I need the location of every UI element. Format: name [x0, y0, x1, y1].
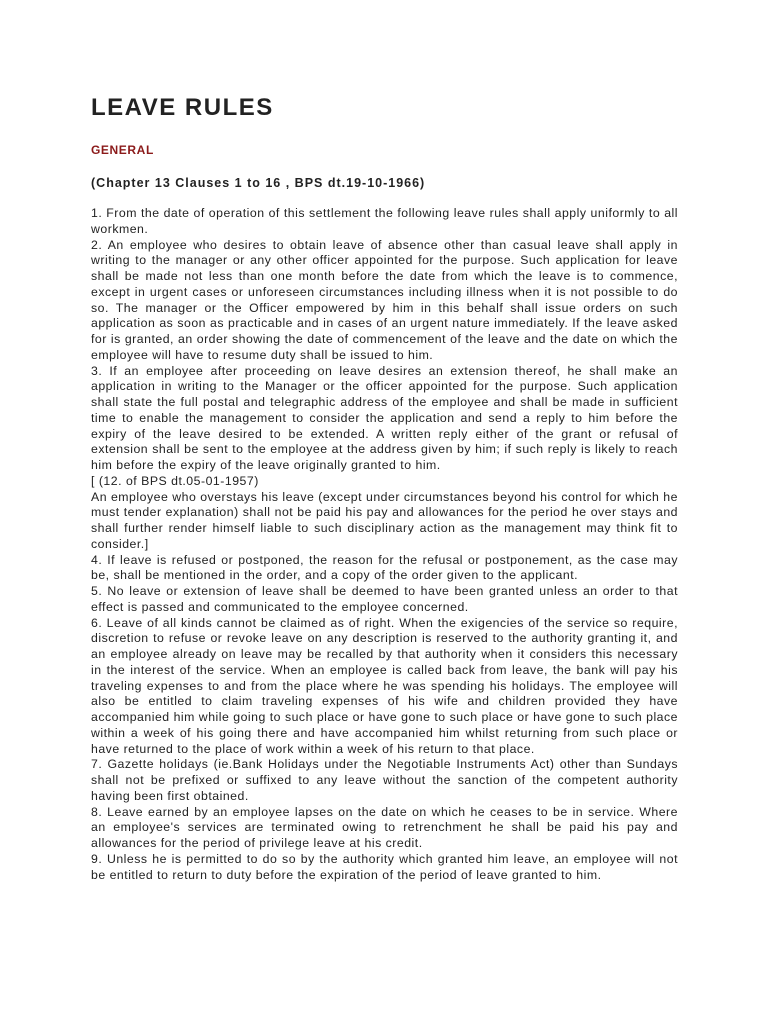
document-title: LEAVE RULES	[91, 94, 274, 121]
document-page	[91, 92, 678, 883]
paragraph-1: 1. From the date of operation of this settlement the following leave rules shall apply uniformly to all workmen.	[91, 206, 678, 236]
document-body	[91, 206, 678, 883]
section-heading: GENERAL	[91, 143, 154, 157]
chapter-reference: (Chapter 13 Clauses 1 to 16 , BPS dt.19-10-1966)	[91, 176, 426, 190]
paragraph-4: 4. If leave is refused or postponed, the reason for the refusal or postponement, as the case may be, shall be mentioned in the order, and a copy of the order given to the applicant.	[91, 552, 678, 583]
paragraph-9: 9. Unless he is permitted to do so by the authority which granted him leave, an employee will not be entitled to return to duty before the expiration of the period of leave granted to him.	[91, 851, 678, 882]
paragraph-7: 7. Gazette holidays (ie.Bank Holidays under the Negotiable Instruments Act) other than Sundays shall not be prefixed or suffixed to any leave without the sanction of the competent authority having been first obtained.	[91, 757, 678, 803]
overstay-paragraph: An employee who overstays his leave (except under circumstances beyond his control for which he must tender explanation) shall not be paid his pay and allowances for the period he over stays and shall further render himself liable to such disciplinary action as the management may think fit to consider.]	[91, 489, 678, 551]
paragraph-5: 5. No leave or extension of leave shall be deemed to have been granted unless an order to that effect is passed and communicated to the employee concerned.	[91, 584, 678, 614]
paragraph-8: 8. Leave earned by an employee lapses on the date on which he ceases to be in service. Where an employee's services are terminated owing to retrenchment he shall be paid his pay and allowances for the period of privilege leave at his credit.	[91, 804, 678, 850]
bps-reference: [ (12. of BPS dt.05-01-1957)	[91, 473, 259, 488]
paragraph-2: 2. An employee who desires to obtain leave of absence other than casual leave shall apply in writing to the manager or any other officer appointed for the purpose. Such application for leave shall be made not less than one month before the date from which the leave is to commence, except in urgent cases or unforeseen circumstances including illness when it is not possible to do so. The manager or the Officer empowered by him in this behalf shall issue orders on such application as soon as practicable and in cases of an urgent nature immediately. If the leave asked for is granted, an order showing the date of commencement of the leave and the date on which the employee will have to resume duty shall be issued to him.	[91, 237, 678, 362]
paragraph-6: 6. Leave of all kinds cannot be claimed as of right. When the exigencies of the service so require, discretion to refuse or revoke leave on any description is reserved to the authority granting it, and an employee already on leave may be recalled by that authority when it considers this necessary in the interest of the service. When an employee is called back from leave, the bank will pay his traveling expenses to and from the place where he was spending his holidays. The employee will also be entitled to claim traveling expenses of his wife and children provided they have accompanied him while going to such place or have gone to such place or have gone to such place within a week of his going there and have accompanied him whilst returning from such place or have returned to the place of work within a week of his return to that place.	[91, 615, 678, 756]
paragraph-3: 3. If an employee after proceeding on leave desires an extension thereof, he shall make an application in writing to the Manager or the officer appointed for the purpose. Such application shall state the full postal and telegraphic address of the employee and shall be made in sufficient time to enable the management to consider the application and send a reply to him before the expiry of the leave desired to be extended. A written reply either of the grant or refusal of extension shall be sent to the employee at the address given by him; if such reply is likely to reach him before the expiry of the leave originally granted to him.	[91, 363, 678, 472]
